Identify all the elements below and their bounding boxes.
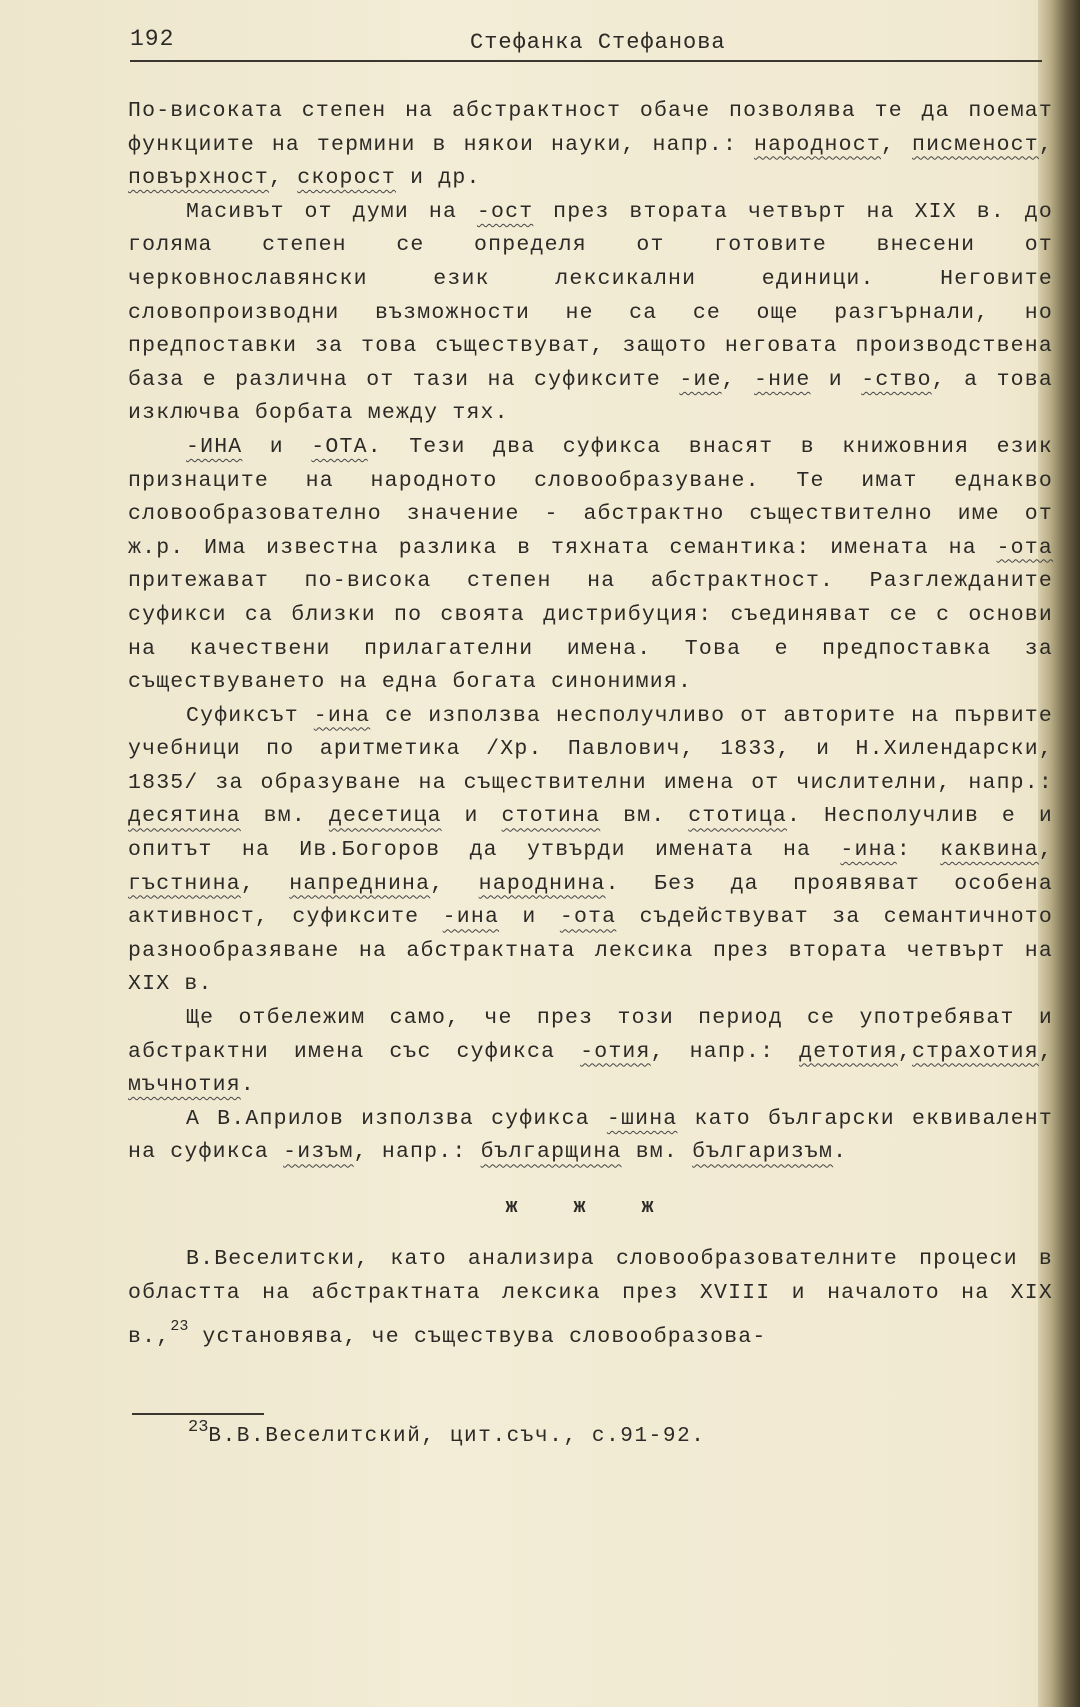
underlined-term: писменост [911,132,1039,157]
text-run: , [897,1039,912,1064]
body-text [128,95,1053,1355]
underlined-term: детотия [799,1039,898,1064]
text-run: притежават по-висока степен на абстрактност. Разглежданите суфикси са близки по своята дистрибуция: съединяват се с основи на качествени прилагателни имена. Това е предпоставка за съществуването на една богата синонимия. [128,569,1053,695]
text-run: . Несполучлив е и опитът на Ив.Богоров да утвърди имената на [128,804,1053,863]
text-run: . Без да проявяват особена активност, суфиксите [128,871,1053,930]
underlined-term: -ние [754,367,811,392]
underlined-term: десетица [328,804,442,829]
underlined-term: десятина [128,804,241,829]
underlined-term: стотица [688,804,787,829]
underlined-term: българщина [480,1140,622,1165]
underlined-term: -ОТА [311,434,368,459]
text-run: вм. [600,804,689,829]
text-run: вм. [621,1140,693,1165]
text-run: вм. [240,804,329,829]
text-run: , [1038,838,1053,863]
footnote [188,1418,705,1448]
paragraph [128,196,1053,431]
underlined-term: -ота [996,535,1053,560]
underlined-term: народнина [478,871,606,896]
text-run: Суфиксът [186,703,314,728]
paragraph [128,95,1053,196]
underlined-term: -ина [313,703,371,728]
underlined-term: напреднина [289,871,431,896]
text-run: , [269,166,298,191]
paragraph [128,1103,1053,1170]
footnote-reference: 23 [170,1318,189,1336]
text-run: , а това изключва борбата между тях. [128,367,1053,426]
text-run: установява, че съществува словообразова- [188,1325,767,1350]
underlined-term: каквина [940,838,1039,863]
underlined-term: повърхност [128,166,270,191]
text-run: . [240,1073,255,1098]
underlined-term: скорост [297,166,396,191]
text-run: По-високата степен на абстрактност обаче позволява те да поемат функциите на термини в някои науки, напр.: [128,99,1053,157]
header-rule [130,60,1042,62]
underlined-term: -ИНА [186,434,243,459]
text-run: и [242,434,312,459]
underlined-term: народност [754,132,881,157]
footnote-text: В.В.Веселитский, цит.съч., с.91-92. [208,1425,706,1448]
running-head: Стефанка Стефанова [470,30,726,55]
text-run: , [721,367,755,392]
text-run: като български еквивалент на суфикса [128,1106,1054,1165]
text-run: , [880,132,912,157]
underlined-term: страхотия [911,1039,1039,1064]
text-run: , напр.: [353,1140,481,1165]
page-number: 192 [130,26,175,52]
text-run: , [430,871,479,896]
text-run: В.Веселитски, като анализира словообразователните процеси в областта на абстрактната лексика през XVIII и началото на XIX в., [128,1247,1053,1350]
underlined-term: -ие [679,367,722,392]
text-run: се използва несполучливо от авторите на първите учебници по аритметика /Хр. Павлович, 1833, и Н.Хилендарски, 1835/ за образуване на съществителни имена от числителни, напр.: [128,703,1053,795]
underlined-term: -шина [606,1106,678,1131]
underlined-term: -изъм [283,1140,354,1165]
text-run: и [810,367,862,392]
text-run: Ще отбележим само, че през този период се употребяват и абстрактни имена със суфикса [128,1006,1053,1064]
text-run: и др. [395,166,481,191]
text-run: и [441,804,502,829]
text-run: , напр.: [650,1039,800,1064]
section-divider: ж ж ж [505,1196,676,1219]
text-run: Масивът от думи на [186,199,477,224]
text-run: , [1038,132,1053,157]
underlined-term: стотина [501,804,601,829]
underlined-term: -ост [476,199,534,224]
text-run: : [896,838,941,863]
underlined-term: -ина [442,905,500,930]
underlined-term: мъчнотия [128,1073,241,1098]
underlined-term: -ина [840,838,897,863]
underlined-term: -ство [861,367,932,392]
footnote-mark: 23 [188,1418,209,1437]
text-run: . [833,1140,848,1165]
text-run: , [1038,1039,1053,1064]
text-run: , [240,871,290,896]
text-run: А В.Априлов използва суфикса [186,1106,607,1131]
paragraph [128,700,1053,1002]
text-run: съдействуват за семантичното разнообразяване на абстрактната лексика през втората четвърт на XIX в. [128,905,1053,997]
paragraph [128,431,1053,700]
underlined-term: -ота [559,905,617,930]
text-run: през втората четвърт на XIX в. до голяма степен се определя от готовите внесени от черковнославянски език лексикални единици. Неговите словопроизводни възможности не са се още разгърнали, но предпоставки за това съществуват, защото неговата производствена база е различна от тази на суфиксите [128,199,1053,392]
underlined-term: българизъм [692,1140,834,1165]
footnote-rule [132,1413,264,1415]
page-header [130,24,1042,64]
paragraph [128,1243,1053,1355]
paragraph [128,1002,1053,1103]
underlined-term: гъстнина [128,871,241,896]
underlined-term: -отия [580,1039,651,1064]
text-run: и [499,905,560,930]
text-run: . Тези два суфикса внасят в книжовния език признаците на народното словообразуване. Те имат еднакво словообразователно значение - абстрактно съществително име от ж.р. Има известна разлика в тяхната семантика: имената на [128,434,1053,560]
